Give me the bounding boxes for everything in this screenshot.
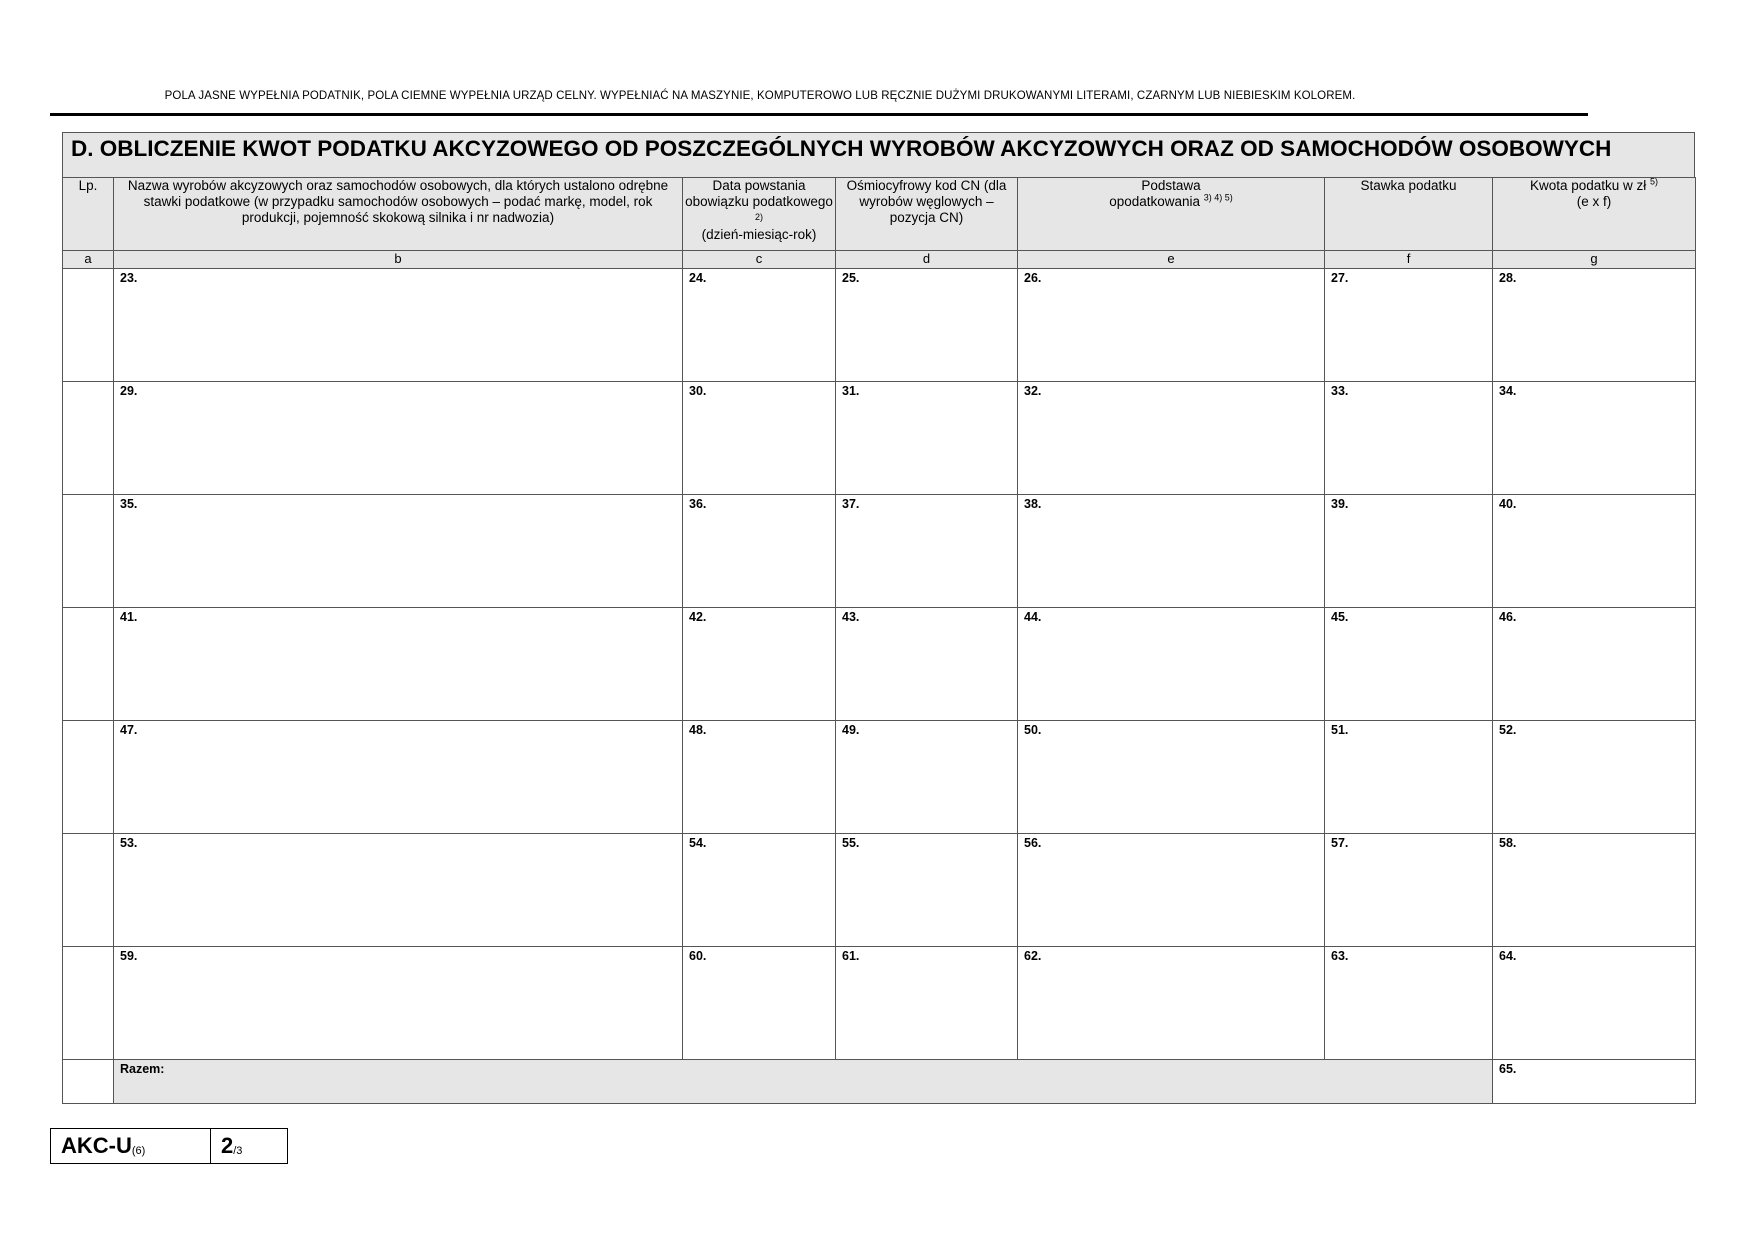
product-name-field[interactable]: 23. — [114, 269, 683, 382]
tax-obligation-date-field[interactable]: 36. — [683, 495, 836, 608]
tax-obligation-date-field[interactable]: 24. — [683, 269, 836, 382]
col-letter: f — [1325, 251, 1493, 269]
product-name-field[interactable]: 47. — [114, 721, 683, 834]
cn-code-field[interactable]: 25. — [836, 269, 1018, 382]
tax-rate-field[interactable]: 45. — [1325, 608, 1493, 721]
product-name-field[interactable]: 35. — [114, 495, 683, 608]
lp-cell[interactable] — [63, 834, 114, 947]
tax-base-field[interactable]: 38. — [1018, 495, 1325, 608]
lp-cell[interactable] — [63, 382, 114, 495]
tax-rate-field[interactable]: 33. — [1325, 382, 1493, 495]
lp-cell[interactable] — [63, 608, 114, 721]
tax-obligation-date-field[interactable]: 30. — [683, 382, 836, 495]
tax-rate-field[interactable]: 39. — [1325, 495, 1493, 608]
lp-cell[interactable] — [63, 947, 114, 1060]
table-row — [63, 608, 1696, 721]
tax-rate-field[interactable]: 27. — [1325, 269, 1493, 382]
cn-code-field[interactable]: 61. — [836, 947, 1018, 1060]
top-divider — [50, 113, 1588, 116]
tax-obligation-date-field[interactable]: 42. — [683, 608, 836, 721]
tax-base-field[interactable]: 32. — [1018, 382, 1325, 495]
cn-code-field[interactable]: 55. — [836, 834, 1018, 947]
col-letter: c — [683, 251, 836, 269]
table-row — [63, 721, 1696, 834]
table-row — [63, 834, 1696, 947]
cn-code-field[interactable]: 49. — [836, 721, 1018, 834]
column-letters-row — [63, 251, 1696, 269]
tax-base-field[interactable]: 26. — [1018, 269, 1325, 382]
col-letter: a — [63, 251, 114, 269]
fill-instructions: POLA JASNE WYPEŁNIA PODATNIK, POLA CIEMNE WYPEŁNIA URZĄD CELNY. WYPEŁNIAĆ NA MASZYNIE, KOMPUTEROWO LUB RĘCZNIE DUŻYMI DRUKOWANYMI LITERAMI, CZARNYM LUB NIEBIESKIM KOLOREM. — [164, 90, 1356, 102]
tax-amount-field[interactable]: 58. — [1493, 834, 1696, 947]
tax-amount-field[interactable]: 34. — [1493, 382, 1696, 495]
tax-calculation-table — [62, 177, 1696, 1104]
tax-base-field[interactable]: 62. — [1018, 947, 1325, 1060]
summary-label: Razem: — [120, 1062, 165, 1076]
col-header-date: Data powstania obowiązku podatkowego 2) (dzień-miesiąc-rok) — [683, 178, 836, 251]
col-letter: b — [114, 251, 683, 269]
tax-obligation-date-field[interactable]: 60. — [683, 947, 836, 1060]
col-header-tax-amount: Kwota podatku w zł $^{5)}$ (e x f) — [1493, 178, 1696, 251]
product-name-field[interactable]: 59. — [114, 947, 683, 1060]
col-header-cn-code: Ośmiocyfrowy kod CN (dla wyrobów węglowych – pozycja CN) — [836, 178, 1018, 251]
col-header-tax-base: Podstawa opodatkowania $^{3) 4) 5)}$ — [1018, 178, 1325, 251]
lp-cell[interactable] — [63, 495, 114, 608]
form-id-box — [50, 1128, 288, 1164]
tax-amount-field[interactable]: 52. — [1493, 721, 1696, 834]
table-row — [63, 947, 1696, 1060]
cn-code-field[interactable]: 37. — [836, 495, 1018, 608]
summary-label-cell — [114, 1060, 1493, 1104]
tax-rate-field[interactable]: 57. — [1325, 834, 1493, 947]
product-name-field[interactable]: 29. — [114, 382, 683, 495]
cn-code-field[interactable]: 31. — [836, 382, 1018, 495]
col-letter: e — [1018, 251, 1325, 269]
total-tax-amount-field[interactable]: 65. — [1493, 1060, 1696, 1104]
page-number: 2 /3 — [221, 1133, 243, 1158]
col-header-tax-rate: Stawka podatku — [1325, 178, 1493, 251]
tax-amount-field[interactable]: 28. — [1493, 269, 1696, 382]
col-header-lp: Lp. — [63, 178, 114, 251]
table-row — [63, 495, 1696, 608]
product-name-field[interactable]: 41. — [114, 608, 683, 721]
tax-obligation-date-field[interactable]: 48. — [683, 721, 836, 834]
table-row — [63, 269, 1696, 382]
section-d-frame — [62, 132, 1695, 1101]
table-row — [63, 382, 1696, 495]
tax-amount-field[interactable]: 46. — [1493, 608, 1696, 721]
col-letter: d — [836, 251, 1018, 269]
tax-amount-field[interactable]: 40. — [1493, 495, 1696, 608]
tax-base-field[interactable]: 56. — [1018, 834, 1325, 947]
summary-lp-cell — [63, 1060, 114, 1104]
cn-code-field[interactable]: 43. — [836, 608, 1018, 721]
lp-cell[interactable] — [63, 269, 114, 382]
tax-rate-field[interactable]: 51. — [1325, 721, 1493, 834]
col-letter: g — [1493, 251, 1696, 269]
tax-obligation-date-field[interactable]: 54. — [683, 834, 836, 947]
page-total: /3 — [233, 1145, 243, 1157]
summary-row — [63, 1060, 1696, 1104]
lp-cell[interactable] — [63, 721, 114, 834]
tax-rate-field[interactable]: 63. — [1325, 947, 1493, 1060]
form-version: (6) — [131, 1145, 146, 1157]
tax-amount-field[interactable]: 64. — [1493, 947, 1696, 1060]
form-code: AKC-U (6) — [51, 1129, 211, 1163]
product-name-field[interactable]: 53. — [114, 834, 683, 947]
tax-base-field[interactable]: 44. — [1018, 608, 1325, 721]
tax-base-field[interactable]: 50. — [1018, 721, 1325, 834]
section-title: D. OBLICZENIE KWOT PODATKU AKCYZOWEGO OD POSZCZEGÓLNYCH WYROBÓW AKCYZOWYCH ORAZ OD SAMOCHODÓW OSOBOWYCH — [63, 133, 1694, 178]
col-header-name: Nazwa wyrobów akcyzowych oraz samochodów osobowych, dla których ustalono odrębne stawki podatkowe (w przypadku samochodów osobowych – podać markę, model, rok produkcji, pojemność skokową silnika i nr nadwozia) — [114, 178, 683, 251]
